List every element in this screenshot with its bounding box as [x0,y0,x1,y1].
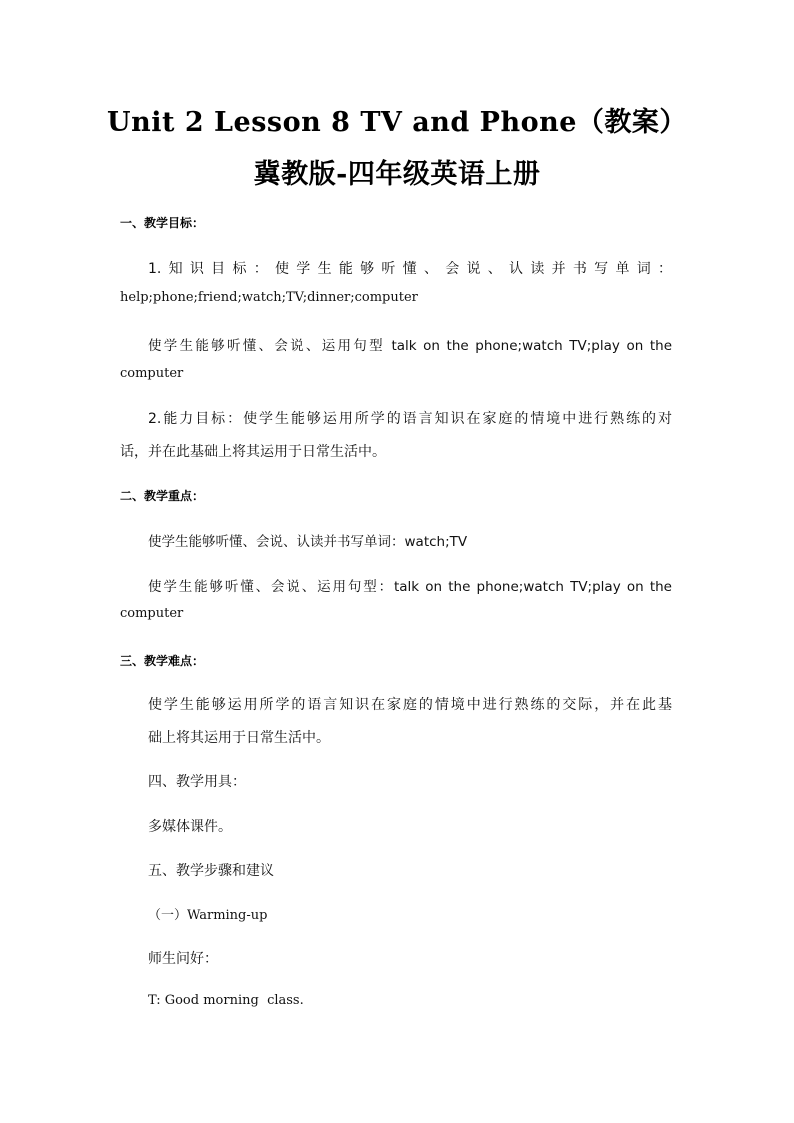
document-title-line-2: 冀教版-四年级英语上册 [253,159,541,190]
objective-knowledge-line-1: 1.知识目标：使学生能够听懂、会说、认读并书写单词： [148,261,672,277]
objective-knowledge-line-2: help;phone;friend;watch;TV;dinner;computer [120,290,418,305]
section-heading-steps: 五、教学步骤和建议 [148,863,274,879]
document-title-line-1: Unit 2 Lesson 8 TV and Phone（教案） [107,107,687,138]
step-warming-up: （一）Warming-up [148,908,268,923]
greeting-label: 师生问好： [148,951,218,967]
difficulty-line-1: 使学生能够运用所学的语言知识在家庭的情境中进行熟练的交际，并在此基 [148,697,672,713]
objective-sentences-line-2: computer [120,366,184,381]
section-heading-objectives: 一、教学目标： [120,216,205,230]
section-heading-key-points: 二、教学重点： [120,489,205,503]
teaching-aids-content: 多媒体课件。 [148,819,232,835]
key-point-line-1: 使学生能够听懂、会说、认读并书写单词：watch;TV [148,534,468,550]
objective-sentences-line-1: 使学生能够听懂、会说、运用句型 talk on the phone;watch TV;play on the [148,338,672,354]
section-heading-difficulties: 三、教学难点： [120,654,205,668]
key-point-line-2b: computer [120,606,184,621]
key-point-line-2a: 使学生能够听懂、会说、运用句型：talk on the phone;watch TV;play on the [148,579,672,595]
objective-ability-line-2: 话，并在此基础上将其运用于日常生活中。 [120,444,386,460]
dialog-line-1: T: Good morning class. [148,993,304,1008]
difficulty-line-2: 础上将其运用于日常生活中。 [148,730,330,746]
objective-ability-line-1: 2.能力目标：使学生能够运用所学的语言知识在家庭的情境中进行熟练的对 [148,411,672,427]
section-heading-teaching-aids: 四、教学用具： [148,774,246,790]
